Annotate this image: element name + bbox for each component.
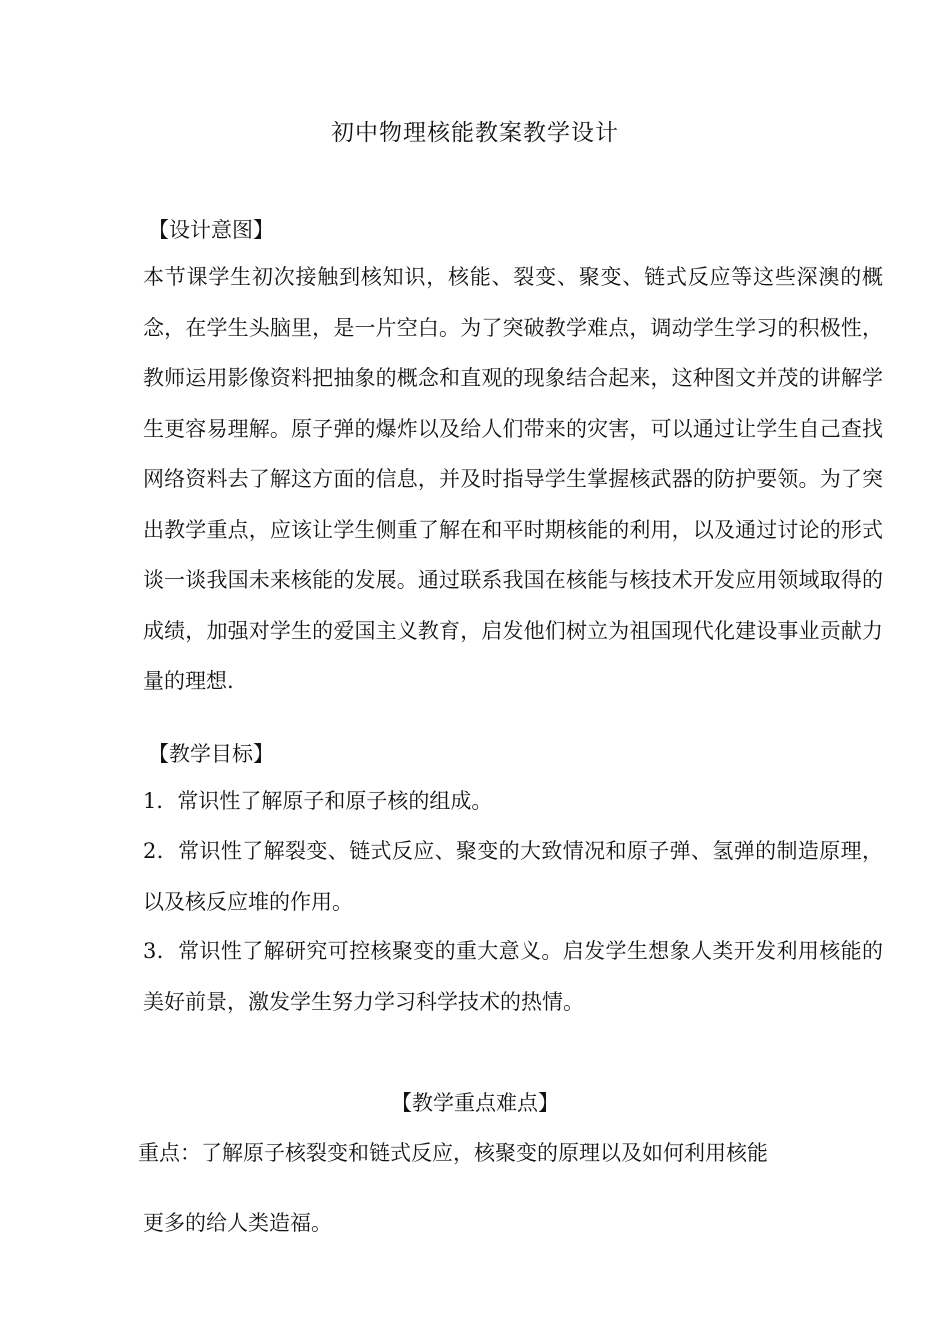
- teaching-goal-item: 1．常识性了解原子和原子核的组成。: [143, 789, 493, 813]
- key-point-line-continued: 更多的给人类造福。: [143, 1211, 332, 1235]
- document-title: 初中物理核能教案教学设计: [331, 120, 619, 146]
- teaching-goal-item: 3．常识性了解研究可控核聚变的重大意义。启发学生想象人类开发利用核能的美好前景，激发学生努力学习科学技术的热情。: [143, 939, 883, 1014]
- design-intent-heading: 【设计意图】: [148, 218, 274, 242]
- design-intent-paragraph: 本节课学生初次接触到核知识，核能、裂变、聚变、链式反应等这些深澳的概念，在学生头脑里，是一片空白。为了突破教学难点，调动学生学习的积极性，教师运用影像资料把抽象的概念和直观的现象结合起来，这种图文并茂的讲解学生更容易理解。原子弹的爆炸以及给人们带来的灾害，可以通过让学生自己查找网络资料去了解这方面的信息，并及时指导学生掌握核武器的防护要领。为了突出教学重点，应该让学生侧重了解在和平时期核能的利用，以及通过讨论的形式谈一谈我国未来核能的发展。通过联系我国在核能与核技术开发应用领域取得的成绩，加强对学生的爱国主义教育，启发他们树立为祖国现代化建设事业贡献力量的理想.: [143, 265, 883, 693]
- key-points-heading: 【教学重点难点】: [391, 1091, 559, 1115]
- teaching-goals-heading: 【教学目标】: [148, 742, 274, 766]
- key-point-line: 重点：了解原子核裂变和链式反应，核聚变的原理以及如何利用核能: [138, 1141, 768, 1165]
- teaching-goal-item: 2．常识性了解裂变、链式反应、聚变的大致情况和原子弹、氢弹的制造原理，以及核反应堆的作用。: [143, 839, 883, 914]
